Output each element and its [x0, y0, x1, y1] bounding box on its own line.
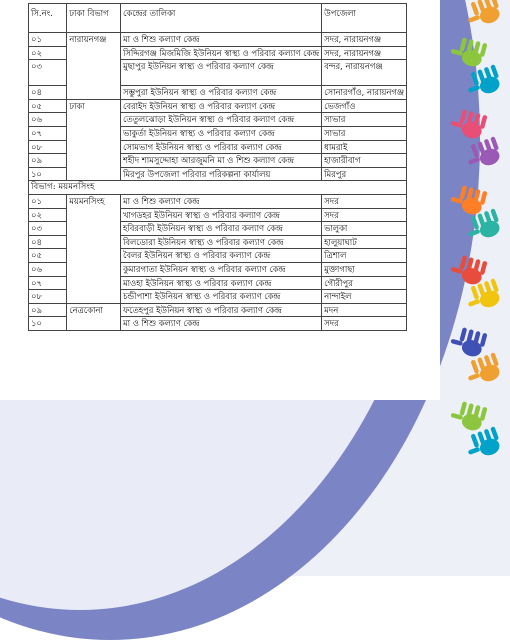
header-serial: সি.নং.	[29, 4, 67, 33]
cell-serial: ০৪	[29, 86, 67, 100]
cell-serial: ০১	[29, 194, 67, 208]
cell-upazila: হাজারীবাগ	[322, 154, 407, 168]
cell-serial: ০২	[29, 208, 67, 222]
header-center-list: কেন্দ্রের তালিকা	[120, 4, 321, 33]
cell-serial: ০৭	[29, 126, 67, 140]
cell-upazila: সদর, নারায়নগঞ্জ	[322, 33, 407, 47]
cell-center: মা ও শিশু কল্যাণ কেন্দ্র	[120, 33, 321, 47]
cell-district: ময়মনসিংহ	[67, 194, 121, 303]
cell-center: মুছাপুর ইউনিয়ন স্বাস্থ্য ও পরিবার কল্যাণ কেন্দ্র	[120, 60, 321, 86]
cell-serial: ০৪	[29, 235, 67, 249]
cell-serial: ০৭	[29, 276, 67, 290]
hand-icon	[463, 426, 503, 462]
cell-center: চন্ডীপাশা ইউনিয়ন স্বাস্থ্য ও পরিবার কল্যাণ কেন্দ্র	[120, 290, 321, 304]
table-row	[29, 194, 407, 208]
cell-upazila: সাভার	[322, 113, 407, 127]
hand-icon	[450, 183, 488, 217]
cell-center: ফতেহপুর ইউনিয়ন স্বাস্থ্য ও পরিবার কল্যাণ কেন্দ্র	[120, 303, 321, 317]
cell-center: তেতুলঝোড়া ইউনিয়ন স্বাস্থ্য ও পরিবার কল্যাণ কেন্দ্র	[120, 113, 321, 127]
cell-serial: ১০	[29, 317, 67, 331]
table-row	[29, 303, 407, 317]
cell-center: মা ও শিশু কল্যাণ কেন্দ্র	[120, 194, 321, 208]
cell-center: ভাকুর্তা ইউনিয়ন স্বাস্থ্য ও পরিবার কল্যাণ কেন্দ্র	[120, 126, 321, 140]
cell-upazila: সদর	[322, 317, 407, 331]
cell-upazila: গৌরীপুর	[322, 276, 407, 290]
cell-center: হবিরবাড়ী ইউনিয়ন স্বাস্থ্য ও পরিবার কল্যাণ কেন্দ্র	[120, 222, 321, 236]
cell-upazila: সোনারগাঁও, নারায়নগঞ্জ	[322, 86, 407, 100]
colorful-hands-decoration	[450, 0, 510, 470]
cell-upazila: বন্দর, নারায়নগঞ্জ	[322, 60, 407, 86]
section-title-mymensingh: বিভাগ: ময়মনসিংহ	[29, 181, 407, 195]
hand-icon	[450, 253, 488, 287]
hand-icon	[463, 136, 503, 172]
cell-center: মাওহা ইউনিয়ন স্বাস্থ্য ও পরিবার কল্যাণ কেন্দ্র	[120, 276, 321, 290]
cell-serial: ০১	[29, 33, 67, 47]
cell-serial: ০৬	[29, 113, 67, 127]
cell-upazila: সদর	[322, 194, 407, 208]
cell-upazila: মিরপুর	[322, 167, 407, 181]
cell-upazila: মদন	[322, 303, 407, 317]
cell-center: বিলডোরা ইউনিয়ন স্বাস্থ্য ও পরিবার কল্যাণ কেন্দ্র	[120, 235, 321, 249]
cell-center: সোমভাগ ইউনিয়ন স্বাস্থ্য ও পরিবার কল্যাণ কেন্দ্র	[120, 140, 321, 154]
cell-center: সম্ভুপুরা ইউনিয়ন স্বাস্থ্য ও পরিবার কল্যাণ কেন্দ্র	[120, 86, 321, 100]
cell-upazila: সাভার	[322, 126, 407, 140]
section-row	[29, 181, 407, 195]
hand-icon	[450, 107, 488, 141]
cell-upazila: ভালুকা	[322, 222, 407, 236]
cell-upazila: সদর, নারায়নগঞ্জ	[322, 46, 407, 60]
cell-center: বৈলর ইউনিয়ন স্বাস্থ্য ও পরিবার কল্যাণ কেন্দ্র	[120, 249, 321, 263]
hand-icon	[463, 64, 503, 100]
cell-serial: ০৩	[29, 222, 67, 236]
cell-upazila: ত্রিশাল	[322, 249, 407, 263]
cell-center: কুমারগাতা ইউনিয়ন স্বাস্থ্য ও পরিবার কল্যাণ কেন্দ্র	[120, 262, 321, 276]
cell-upazila: ভেজগাঁও	[322, 99, 407, 113]
cell-serial: ০৩	[29, 60, 67, 86]
cell-serial: ০৫	[29, 249, 67, 263]
cell-district: নারায়নগঞ্জ	[67, 33, 121, 100]
cell-center: মা ও শিশু কল্যাণ কেন্দ্র	[120, 317, 321, 331]
cell-district: ঢাকা	[67, 99, 121, 181]
cell-upazila: ধামরাই	[322, 140, 407, 154]
cell-upazila: সদর	[322, 208, 407, 222]
cell-serial: ০৯	[29, 154, 67, 168]
header-division: ঢাকা বিভাগ	[67, 4, 121, 33]
cell-upazila: মুক্তাগাছা	[322, 262, 407, 276]
cell-center: সিদ্দিরগঞ্জ মিজমিজি ইউনিয়ন স্বাস্থ্য ও পরিবার কল্যাণ কেন্দ্র	[120, 46, 321, 60]
cell-serial: ১০	[29, 167, 67, 181]
cell-serial: ০২	[29, 46, 67, 60]
cell-center: খাগডহর ইউনিয়ন স্বাস্থ্য ও পরিবার কল্যাণ কেন্দ্র	[120, 208, 321, 222]
cell-upazila: হালুয়াঘাট	[322, 235, 407, 249]
table-row	[29, 33, 407, 47]
header-upazila: উপজেলা	[322, 4, 407, 33]
cell-serial: ০৬	[29, 262, 67, 276]
cell-serial: ০৫	[29, 99, 67, 113]
hand-icon	[463, 352, 503, 388]
cell-serial: ০৮	[29, 140, 67, 154]
cell-serial: ০৯	[29, 303, 67, 317]
cell-upazila: নান্দাইল	[322, 290, 407, 304]
hand-icon	[450, 399, 488, 433]
cell-center: শহীদ শামসুদ্দোহা আরজুমনি মা ও শিশু কল্যাণ কেন্দ্র	[120, 154, 321, 168]
table-row	[29, 99, 407, 113]
cell-district: নেত্রকোনা	[67, 303, 121, 330]
health-center-table	[28, 3, 407, 331]
cell-center: মিরপুর উপজেলা পরিবার পরিকল্পনা কার্যালয়	[120, 167, 321, 181]
hand-icon	[450, 35, 488, 69]
hand-icon	[463, 0, 503, 30]
cell-center: বেরাইদ ইউনিয়ন স্বাস্থ্য ও পরিবার কল্যাণ কেন্দ্র	[120, 99, 321, 113]
hand-icon	[450, 325, 488, 359]
table-header-row	[29, 4, 407, 33]
cell-serial: ০৮	[29, 290, 67, 304]
hands-illustration	[450, 0, 510, 470]
